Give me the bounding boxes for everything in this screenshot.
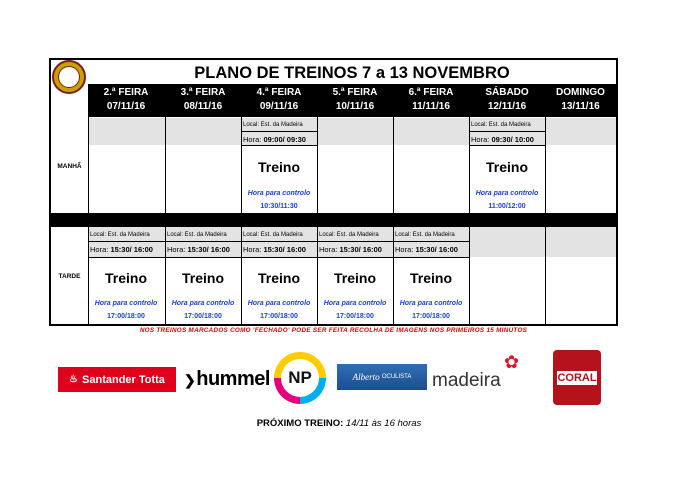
np-label: NP [281,359,319,397]
control-time: 17:00/18:00 [336,313,374,320]
cell-shade [393,118,469,145]
grid-line [469,117,470,324]
alberto-oculista-logo: Alberto OCULISTA [337,364,427,390]
control-time: 17:00/18:00 [412,313,450,320]
day-header: 3.ª FEIRA 08/11/16 [180,87,226,112]
day-header: 4.ª FEIRA 09/11/16 [256,87,302,112]
treino-label: Treino [104,270,147,286]
grid-line [88,257,469,258]
day-header: DOMINGO 13/11/16 [556,87,605,112]
grid-line [88,84,89,324]
time-text: Hora: 15:30/ 16:00 [167,245,230,254]
page-title: PLANO DE TREINOS 7 a 13 NOVEMBRO [194,64,510,82]
session-separator [51,213,616,227]
control-time: 17:00/18:00 [260,313,298,320]
chevron-icon: ❯ [184,372,196,388]
row-label-tarde: TARDE [58,273,81,280]
control-label: Hora para controlo [94,300,158,307]
grid-line [469,131,545,132]
cell-shade [88,118,165,145]
flame-icon: ♨ [69,374,79,385]
location-text: Local: Est. da Madeira [471,122,531,128]
cell-shade [317,118,393,145]
time-text: Hora: 15:30/ 16:00 [90,245,153,254]
grid-line [317,117,318,324]
location-text: Local: Est. da Madeira [90,232,150,238]
control-label: Hora para controlo [171,300,235,307]
treino-label: Treino [257,270,300,286]
coral-logo [553,350,601,405]
club-crest-logo [52,60,86,94]
grid-line [241,117,242,324]
day-header: 2.ª FEIRA 07/11/16 [103,87,149,112]
coral-label: CORAL [557,371,597,384]
treino-label: Treino [333,270,376,286]
location-text: Local: Est. da Madeira [243,232,303,238]
control-label: Hora para controlo [247,300,311,307]
cell-shade [545,118,616,145]
day-header: 5.ª FEIRA 10/11/16 [332,87,378,112]
control-time: 17:00/18:00 [107,313,145,320]
hummel-logo [184,364,270,394]
treino-label: Treino [181,270,224,286]
grid-line [241,145,317,146]
next-training-label: PRÓXIMO TREINO: [256,418,344,429]
cell-shade [469,227,545,257]
day-header: 6.ª FEIRA 11/11/16 [408,87,454,112]
flower-icon: ✿ [504,352,520,372]
grid-line [241,131,317,132]
time-text: Hora: 09:00/ 09:30 [243,135,306,144]
time-text: Hora: 15:30/ 16:00 [243,245,306,254]
grid-line [545,117,546,324]
location-text: Local: Est. da Madeira [319,232,379,238]
day-header: SÁBADO 12/11/16 [485,87,529,112]
next-training [0,418,678,429]
location-text: Local: Est. da Madeira [243,122,303,128]
location-text: Local: Est. da Madeira [167,232,227,238]
cell-shade [165,118,241,145]
next-training-value: 14/11 às 16 horas [345,418,422,429]
grid-line [88,241,469,242]
notice-text: NOS TREINOS MARCADOS COMO 'FECHADO' PODE SER FEITA RECOLHA DE IMAGENS NOS PRIMEIROS 15 MINUTOS [139,327,528,334]
santander-logo [58,367,176,392]
control-label: Hora para controlo [399,300,463,307]
cell-shade [545,227,616,257]
time-text: Hora: 09:30/ 10:00 [471,135,534,144]
hummel-label: hummel [196,368,270,390]
control-label: Hora para controlo [247,190,311,197]
control-label: Hora para controlo [475,190,539,197]
np-logo [274,352,326,404]
treino-label: Treino [257,159,300,175]
treino-label: Treino [409,270,452,286]
row-label-manha: MANHÃ [57,163,82,170]
control-time: 17:00/18:00 [184,313,222,320]
treino-label: Treino [485,159,528,175]
grid-line [393,117,394,324]
santander-label: Santander Totta [82,373,165,386]
control-time: 11:00/12:00 [488,203,526,210]
madeira-label: madeira [432,370,501,391]
control-time: 10:30/11:30 [260,203,298,210]
time-text: Hora: 15:30/ 16:00 [319,245,382,254]
grid-line [165,117,166,324]
location-text: Local: Est. da Madeira [395,232,455,238]
grid-line [469,145,545,146]
time-text: Hora: 15:30/ 16:00 [395,245,458,254]
madeira-logo [432,366,512,396]
control-label: Hora para controlo [323,300,387,307]
